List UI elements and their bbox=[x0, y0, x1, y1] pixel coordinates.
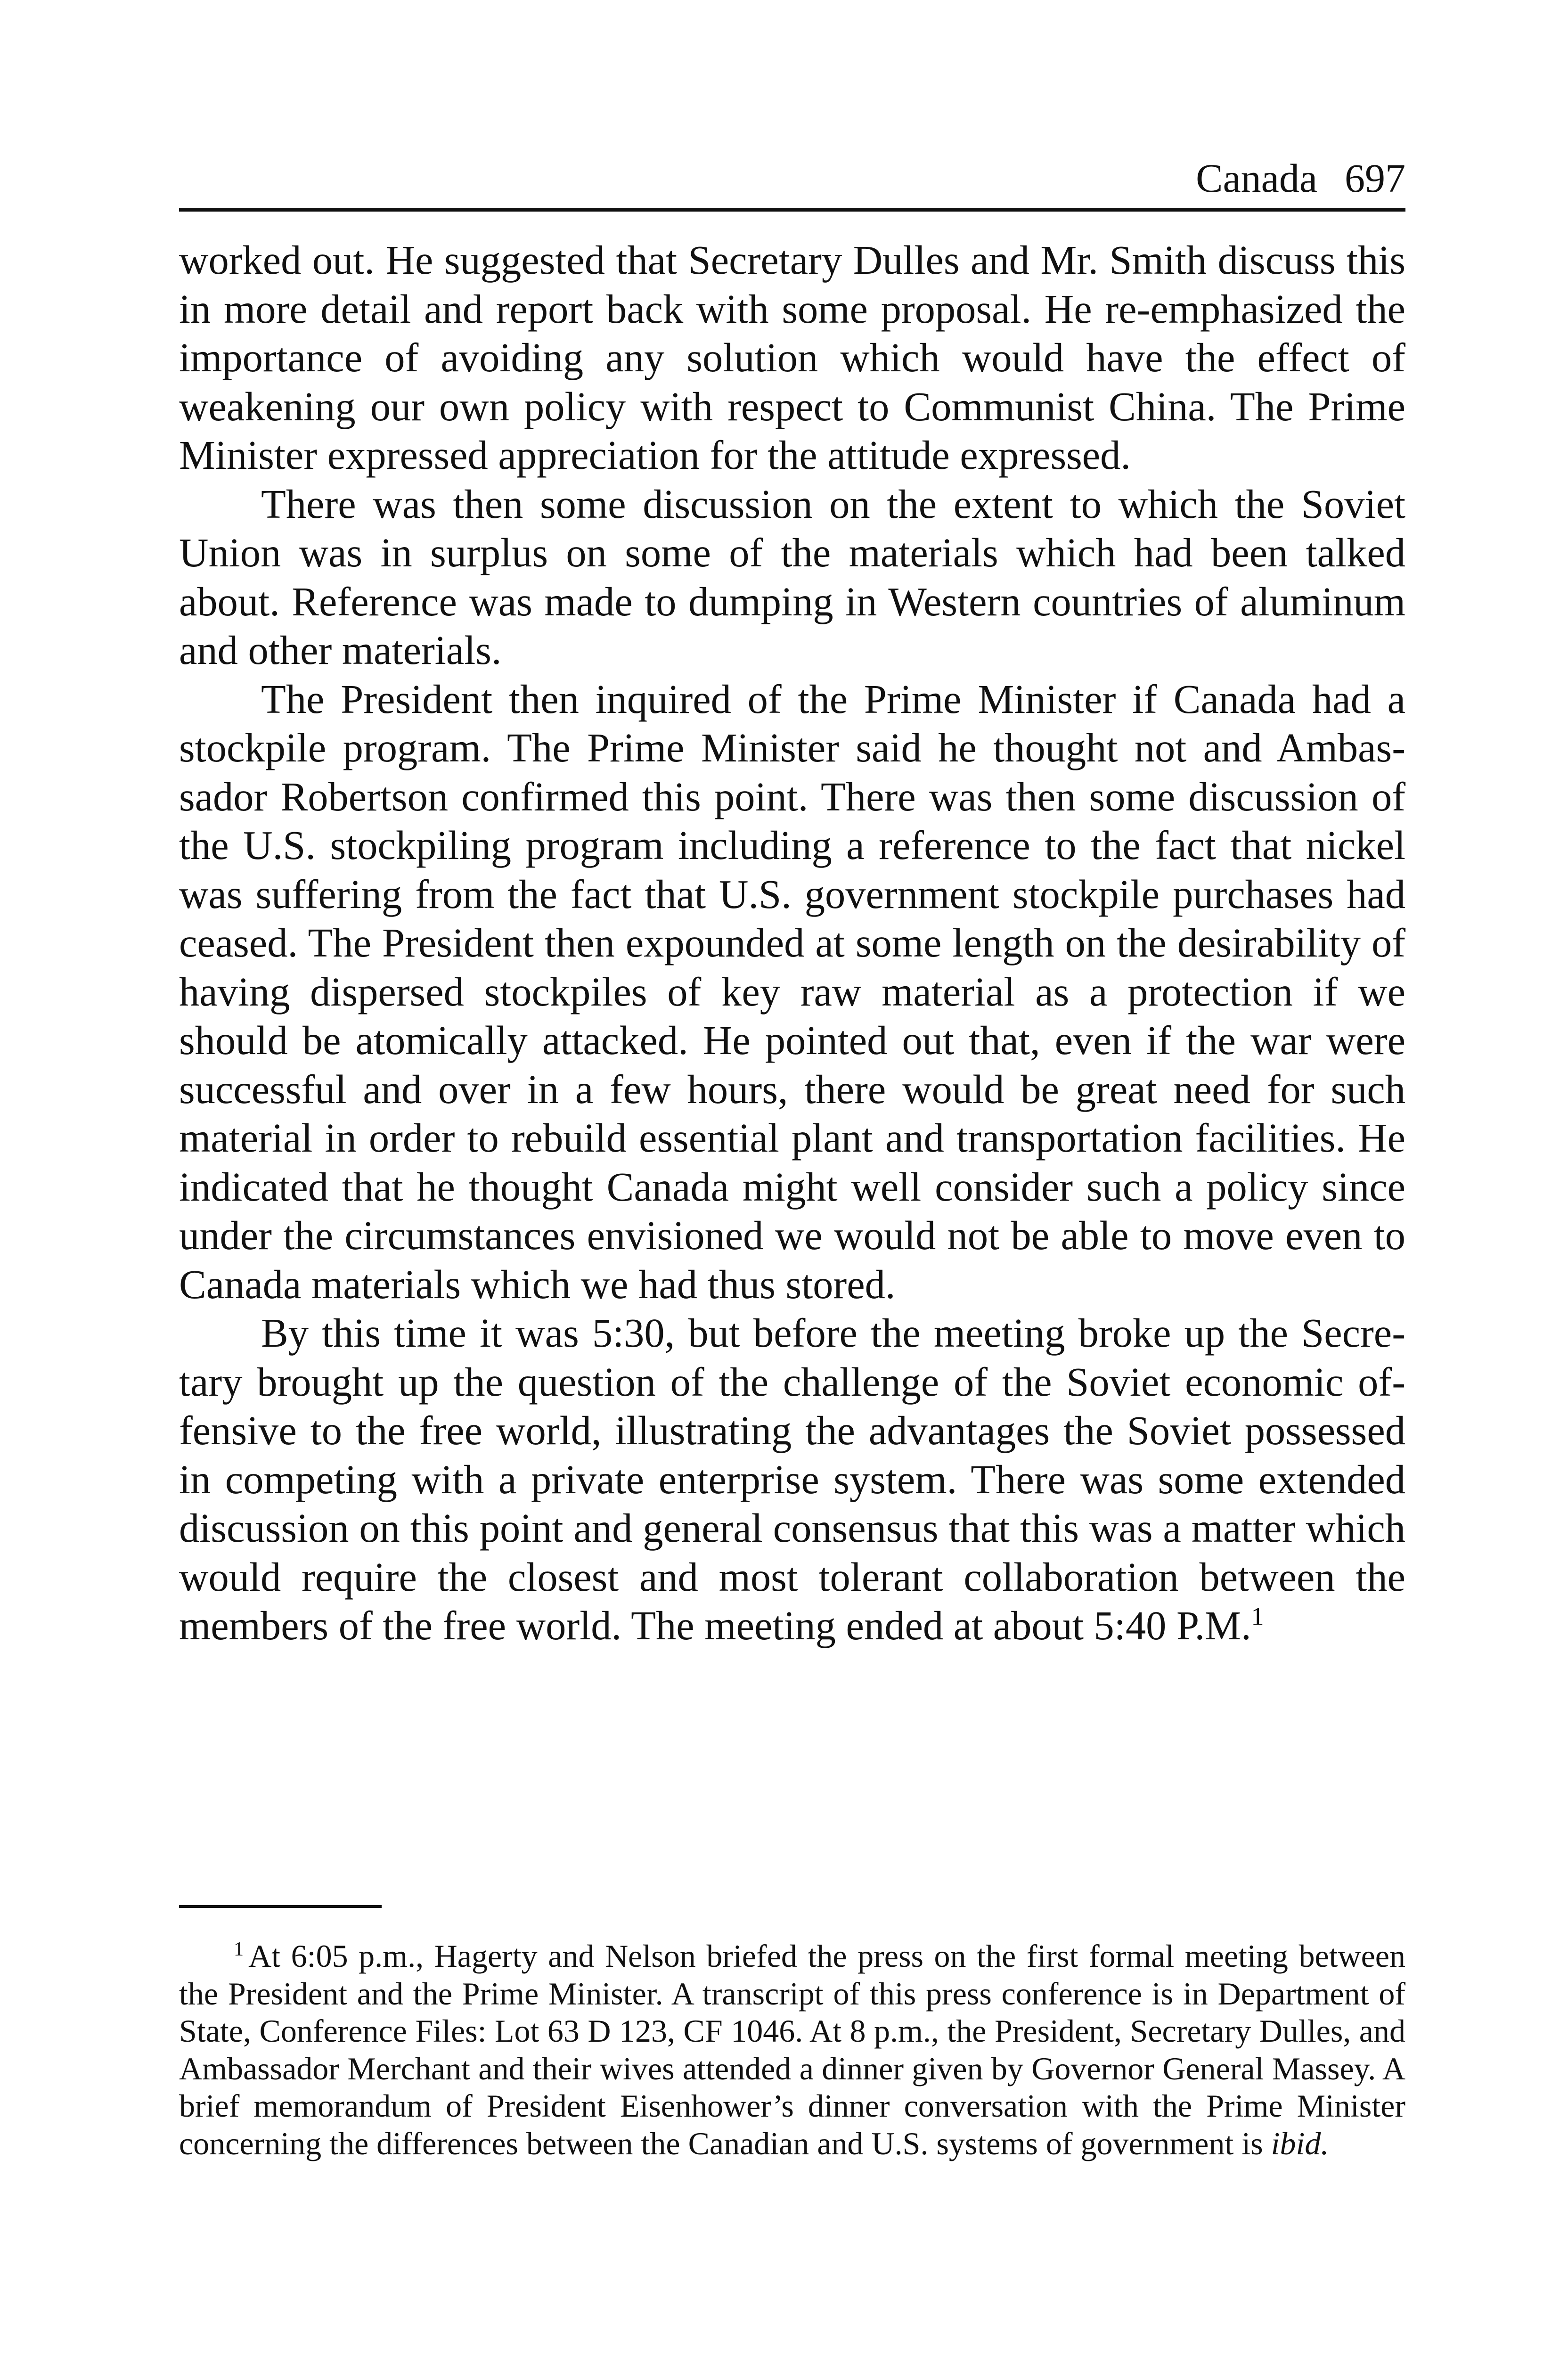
paragraph-continued: worked out. He suggested that Secretary Dulles and Mr. Smith discuss this in more detail and report back with some proposal. He re-emphasized the importance of avoiding any solution which would have the effect of weakening our own policy with respect to Communist China. The Prime Minister expressed appreciation for the attitude expressed. bbox=[179, 237, 1405, 478]
footnote-rule bbox=[179, 1905, 382, 1908]
page-number: 697 bbox=[1345, 155, 1405, 201]
paragraph-text: By this time it was 5:30, but before the meeting broke up the Secretary brought up the question of the challenge of the Soviet economic offensive to the free world, illustrating the advantages the Soviet possessed in competing with a private enterprise system. There was some extended discussion on this point and general consensus that this was a matter which would require the closest and most tolerant collaboration between the members of the free world. The meeting ended at about 5:40 P.M. bbox=[179, 1310, 1405, 1648]
paragraph: The President then inquired of the Prime Minister if Canada had a stockpile program. The Prime Minister said he thought not and Ambassador Robertson confirmed this point. There was then some discussion of the U.S. stockpiling program including a reference to the fact that nickel was suffering from the fact that U.S. government stockpile purchases had ceased. The President then expounded at some length on the desirability of having dispersed stockpiles of key raw material as a protection if we should be atomically attacked. He pointed out that, even if the war were successful and over in a few hours, there would be great need for such material in order to rebuild essential plant and transportation facilities. He indicated that he thought Canada might well consider such a policy since under the circumstances envisioned we would not be able to move even to Canada materials which we had thus stored. bbox=[179, 676, 1405, 1307]
footnote-italic-ibid: ibid. bbox=[1271, 2125, 1329, 2161]
footnote-text: At 6:05 p.m., Hagerty and Nelson briefed the press on the first formal meeting between the President and the Prime Minister. A transcript of this press conference is in Department of State, Conference Files: Lot 63 D 123, CF 1046. At 8 p.m., the President, Secretary Dulles, and Ambassador Merchant and their wives attended a dinner given by Governor General Massey. A brief memorandum of President Eisenhower’s dinner conversation with the Prime Minister concerning the differences between the Canadian and U.S. systems of government is bbox=[179, 1938, 1405, 2161]
running-title: Canada bbox=[1196, 155, 1317, 201]
footnote-marker: 1 bbox=[234, 1938, 244, 1960]
paragraph: There was then some discussion on the extent to which the Soviet Union was in surplus on some of the materials which had been talked about. Reference was made to dumping in Western countries of aluminum and other materials. bbox=[179, 481, 1405, 673]
footnote-reference[interactable]: 1 bbox=[1251, 1602, 1264, 1630]
footnote bbox=[179, 1938, 1405, 2162]
running-header bbox=[179, 150, 1405, 206]
body-text bbox=[179, 236, 1405, 1651]
paragraph-final bbox=[179, 1309, 1405, 1651]
header-rule bbox=[179, 208, 1405, 212]
